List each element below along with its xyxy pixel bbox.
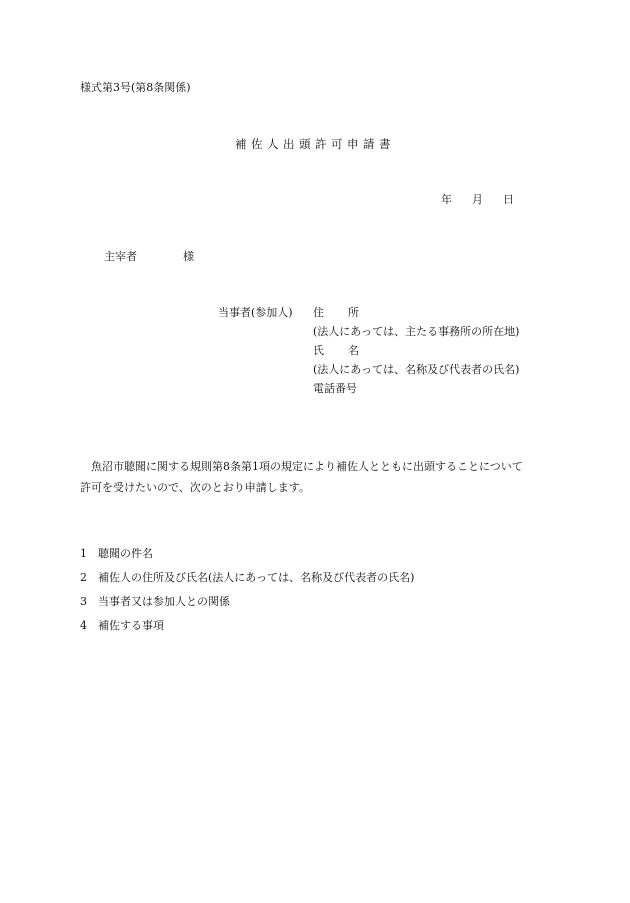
phone-label: 電話番号 bbox=[313, 382, 357, 395]
list-item: 4 補佐する事項 bbox=[80, 619, 164, 632]
form-number: 様式第3号(第8条関係) bbox=[80, 81, 191, 94]
party-details bbox=[313, 307, 519, 402]
name-note: (法人にあっては、名称及び代表者の氏名) bbox=[313, 363, 520, 376]
request-body-line-2: 許可を受けたいので、次のとおり申請します。 bbox=[80, 481, 310, 494]
item-list bbox=[80, 548, 414, 644]
addressee bbox=[104, 251, 194, 262]
date-month: 月 bbox=[472, 193, 483, 206]
party-role: 当事者(参加人) bbox=[218, 306, 293, 319]
addressee-honorific: 様 bbox=[183, 250, 194, 263]
list-item: 1 聴聞の件名 bbox=[80, 547, 153, 560]
date-line bbox=[441, 194, 514, 205]
address-label: 住 所 bbox=[313, 306, 359, 319]
date-year: 年 bbox=[441, 193, 452, 206]
request-body bbox=[80, 456, 560, 498]
request-body-line-1: 魚沼市聴聞に関する規則第8条第1項の規定により補佐人とともに出頭することについて bbox=[91, 460, 523, 473]
list-item: 2 補佐人の住所及び氏名(法人にあっては、名称及び代表者の氏名) bbox=[80, 571, 415, 584]
date-day: 日 bbox=[503, 193, 514, 206]
list-item: 3 当事者又は参加人との関係 bbox=[80, 595, 230, 608]
address-note: (法人にあっては、主たる事務所の所在地) bbox=[313, 325, 520, 338]
addressee-name: 主宰者 bbox=[104, 250, 137, 263]
name-label: 氏 名 bbox=[313, 344, 359, 357]
document-title: 補佐人出頭許可申請書 bbox=[235, 137, 395, 151]
